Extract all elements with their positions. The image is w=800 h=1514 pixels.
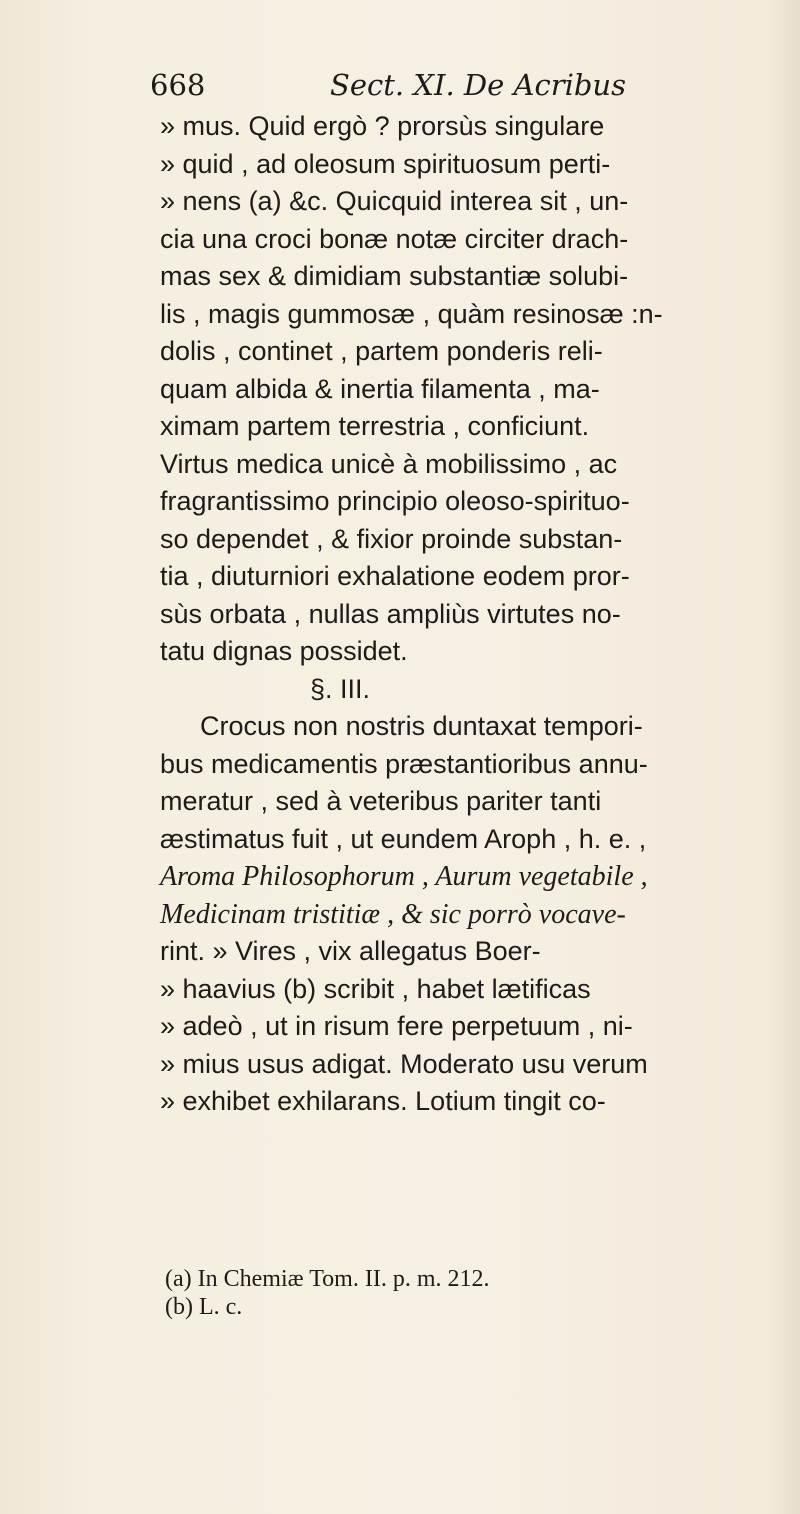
text-line: lis , magis gummosæ , quàm resinosæ :n- — [160, 298, 663, 329]
text-line: dolis , continet , partem ponderis reli- — [160, 336, 603, 366]
page-number: 668 — [150, 68, 206, 102]
text-line: bus medicamentis præstantioribus annu- — [160, 748, 648, 779]
text-line: cia una croci bonæ notæ circiter drach- — [160, 223, 629, 254]
text-line: » mius usus adigat. Moderato usu verum — [160, 1048, 648, 1079]
text-line: Aroma Philosophorum , Aurum vegetabile , — [160, 861, 648, 892]
text-line: Crocus non nostris duntaxat tempori- — [200, 711, 643, 741]
footnote-a: (a) In Chemiæ Tom. II. p. m. 212. — [165, 1266, 490, 1292]
text-line: Medicinam tristitiæ , & sic porrò vocave- — [160, 898, 626, 930]
text-line: tatu dignas possidet. — [160, 636, 408, 666]
text-line: meratur , sed à veteribus pariter tanti — [160, 786, 602, 816]
text-line: » mus. Quid ergò ? prorsùs singulare — [160, 111, 605, 141]
text-line: » haavius (b) scribit , habet lætificas — [160, 973, 591, 1004]
page-header — [150, 68, 750, 108]
footnotes — [165, 1265, 725, 1321]
text-line: æstimatus fuit , ut eundem Aroph , h. e. , — [160, 823, 647, 854]
text-line: tia , diuturniori exhalatione eodem pror- — [160, 561, 630, 591]
text-line: sùs orbata , nullas ampliùs virtutes no- — [160, 598, 621, 629]
text-line: » adeò , ut in risum fere perpetuum , ni- — [160, 1011, 633, 1041]
main-text — [160, 108, 780, 1121]
text-line: rint. » Vires , vix allegatus Boer- — [160, 936, 541, 966]
section-heading: §. III. — [310, 673, 371, 704]
text-line: Virtus medica unicè à mobilissimo , ac — [160, 448, 618, 479]
text-line: quam albida & inertia filamenta , ma- — [160, 373, 600, 404]
text-line: » quid , ad oleosum spirituosum perti- — [160, 148, 611, 179]
text-line: » exhibet exhilarans. Lotium tingit co- — [160, 1086, 606, 1116]
text-line: » nens (a) &c. Quicquid interea sit , un- — [160, 186, 629, 216]
footnote-b: (b) L. c. — [165, 1294, 243, 1320]
text-line: mas sex & dimidiam substantiæ solubi- — [160, 261, 629, 291]
text-line: ximam partem terrestria , conficiunt. — [160, 411, 590, 441]
text-line: so dependet , & fixior proinde substan- — [160, 523, 623, 554]
text-line: fragrantissimo principio oleoso-spirituo- — [160, 486, 630, 516]
running-head: Sect. XI. De Acribus — [330, 68, 626, 102]
